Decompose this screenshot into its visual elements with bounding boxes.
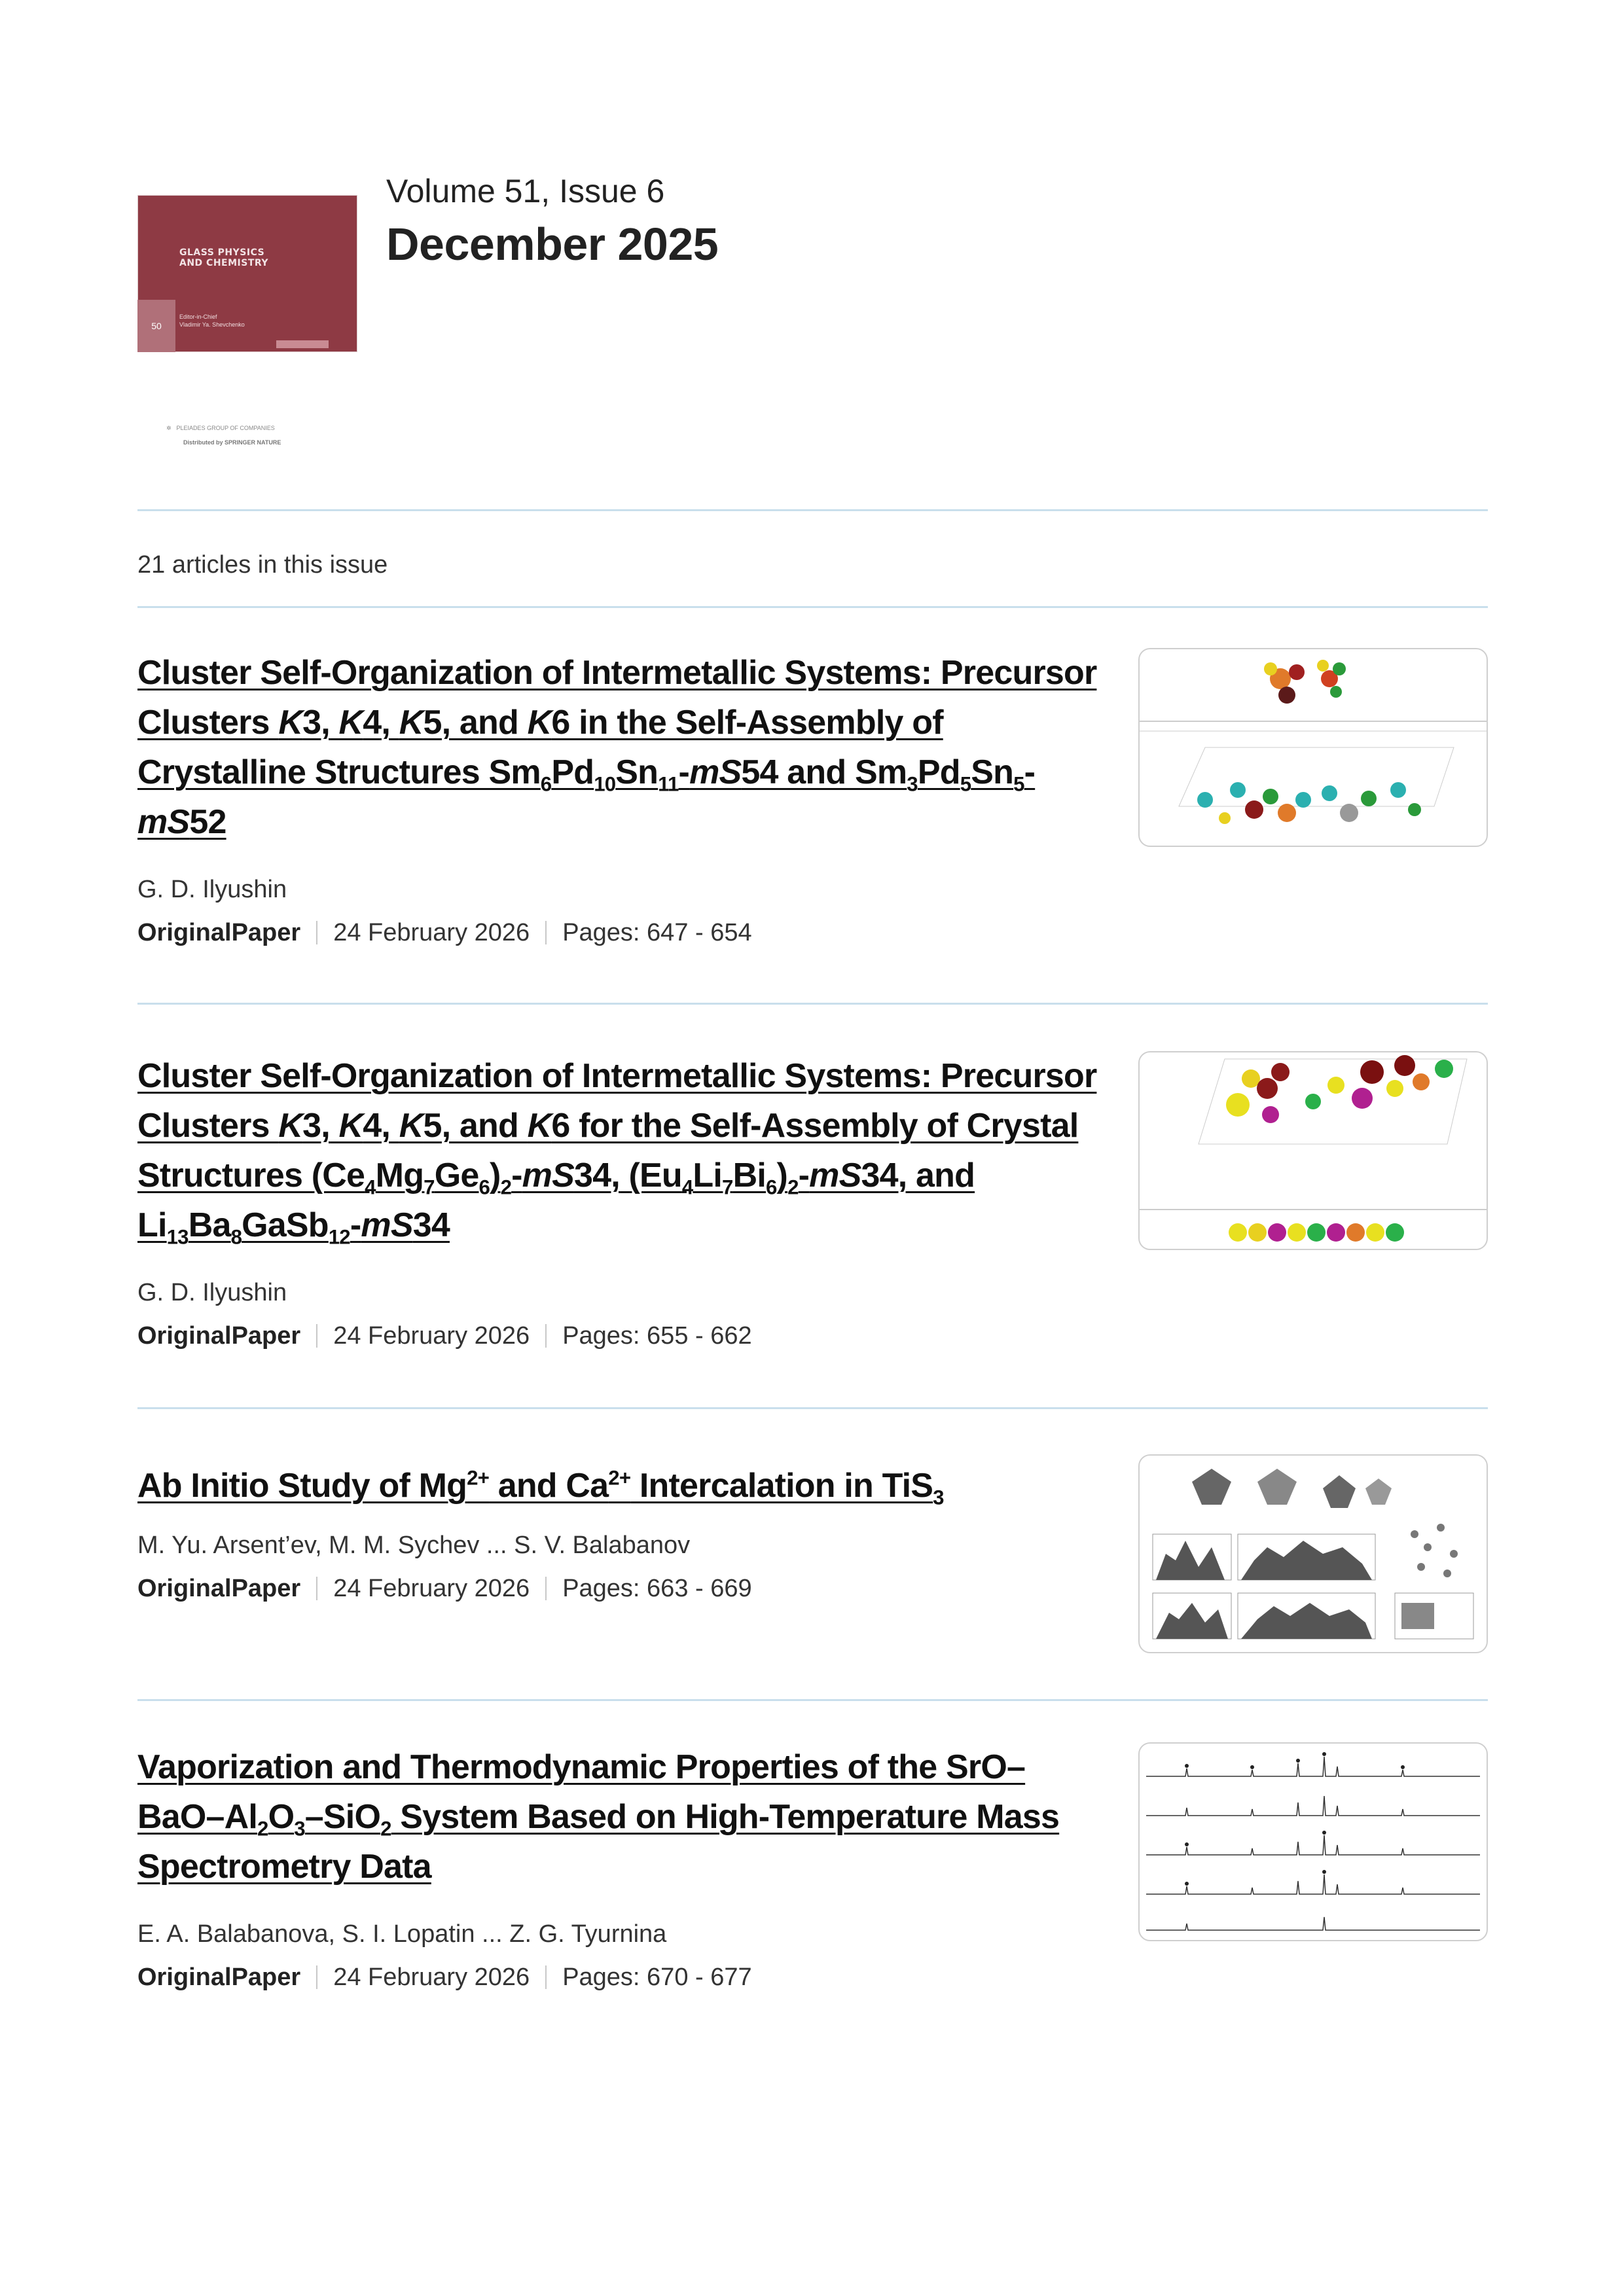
density-of-states-figure-icon: [1140, 1456, 1487, 1652]
crystal-structure-figure-icon: [1140, 1052, 1487, 1249]
divider: [137, 509, 1488, 511]
article-authors: M. Yu. Arsent’ev, M. M. Sychev ... S. V. Balabanov: [137, 1532, 691, 1559]
article-thumbnail[interactable]: [1138, 648, 1488, 847]
article-item: [137, 1461, 1488, 1605]
article-pages: Pages: 670 - 677: [562, 1964, 752, 1991]
publisher-logos: [166, 421, 330, 450]
article-type: OriginalPaper: [137, 1964, 301, 1991]
article-date: 24 February 2026: [333, 1575, 530, 1602]
cover-editors: Editor-in-Chief Vladimir Ya. Shevchenko: [179, 314, 245, 328]
pleiades-logo-icon: ✲: [166, 425, 171, 431]
crystal-structure-figure-icon: [1140, 649, 1487, 846]
article-type: OriginalPaper: [137, 1575, 301, 1602]
article-meta: [137, 916, 1488, 949]
article-title-link[interactable]: Cluster Self-Organization of Intermetallic Systems: Precursor Clusters K3, K4, K5, and K6 for the Self-Assembly of Crystal Structures $(Ce_4Mg_7Ge_6)_2-mS34$, $(Eu_4Li_7Bi_6)_2-mS34$, and $Li_{13}Ba_8GaSb_{12}-mS34$: [137, 1057, 1097, 1249]
publisher-name: PLEIADES GROUP OF COMPANIES: [176, 425, 275, 431]
article-type: OriginalPaper: [137, 1322, 301, 1350]
issue-date: December 2025: [386, 219, 719, 270]
volume-issue: Volume 51, Issue 6: [386, 173, 665, 209]
meta-separator: [545, 1965, 547, 1989]
cover-badge: [276, 340, 329, 348]
meta-separator: [316, 921, 317, 944]
article-pages: Pages: 655 - 662: [562, 1322, 752, 1350]
article-meta: [137, 1319, 1488, 1352]
divider: [137, 1407, 1488, 1409]
article-pages: Pages: 647 - 654: [562, 919, 752, 946]
divider: [137, 1003, 1488, 1005]
journal-cover[interactable]: [137, 195, 357, 446]
article-thumbnail[interactable]: [1138, 1454, 1488, 1653]
distributor-name: Distributed by SPRINGER NATURE: [183, 439, 281, 446]
article-date: 24 February 2026: [333, 919, 530, 946]
cover-image[interactable]: [137, 195, 357, 352]
article-pages: Pages: 663 - 669: [562, 1575, 752, 1602]
article-date: 24 February 2026: [333, 1964, 530, 1991]
meta-separator: [545, 921, 547, 944]
article-authors: G. D. Ilyushin: [137, 1279, 287, 1306]
article-type: OriginalPaper: [137, 919, 301, 946]
article-authors: G. D. Ilyushin: [137, 876, 287, 903]
article-title-link[interactable]: Vaporization and Thermodynamic Properties of the SrO–$BaO-Al_2O_3-SiO_2$ System Based on High-Temperature Mass Spectrometry Data: [137, 1748, 1060, 1886]
article-item: [137, 648, 1488, 949]
article-title-link[interactable]: Ab Initio Study of $Mg^{2+}$ and $Ca^{2+}$ Intercalation in TiS$_3$: [137, 1466, 944, 1509]
cover-journal-title: GLASS PHYSICS AND CHEMISTRY: [179, 247, 269, 268]
article-count: 21 articles in this issue: [137, 551, 388, 579]
meta-separator: [545, 1324, 547, 1348]
article-authors: E. A. Balabanova, S. I. Lopatin ... Z. G. Tyurnina: [137, 1920, 667, 1948]
divider: [137, 606, 1488, 608]
cover-anniversary-mark: 50: [137, 300, 175, 352]
article-item: [137, 1742, 1488, 1994]
diffraction-pattern-figure-icon: [1140, 1744, 1487, 1940]
meta-separator: [316, 1965, 317, 1989]
article-title-link[interactable]: Cluster Self-Organization of Intermetallic Systems: Precursor Clusters K3, K4, K5, and K6 in the Self-Assembly of Crystalline Structures $Sm_6Pd_{10}Sn_{11}-mS54$ and $Sm_3Pd_5Sn_5-mS52$: [137, 654, 1097, 841]
article-thumbnail[interactable]: [1138, 1051, 1488, 1250]
issue-header: [386, 168, 718, 274]
divider: [137, 1699, 1488, 1701]
meta-separator: [316, 1324, 317, 1348]
meta-separator: [316, 1577, 317, 1600]
article-item: [137, 1051, 1488, 1352]
article-thumbnail[interactable]: [1138, 1742, 1488, 1941]
meta-separator: [545, 1577, 547, 1600]
article-meta: [137, 1961, 1488, 1994]
article-date: 24 February 2026: [333, 1322, 530, 1350]
